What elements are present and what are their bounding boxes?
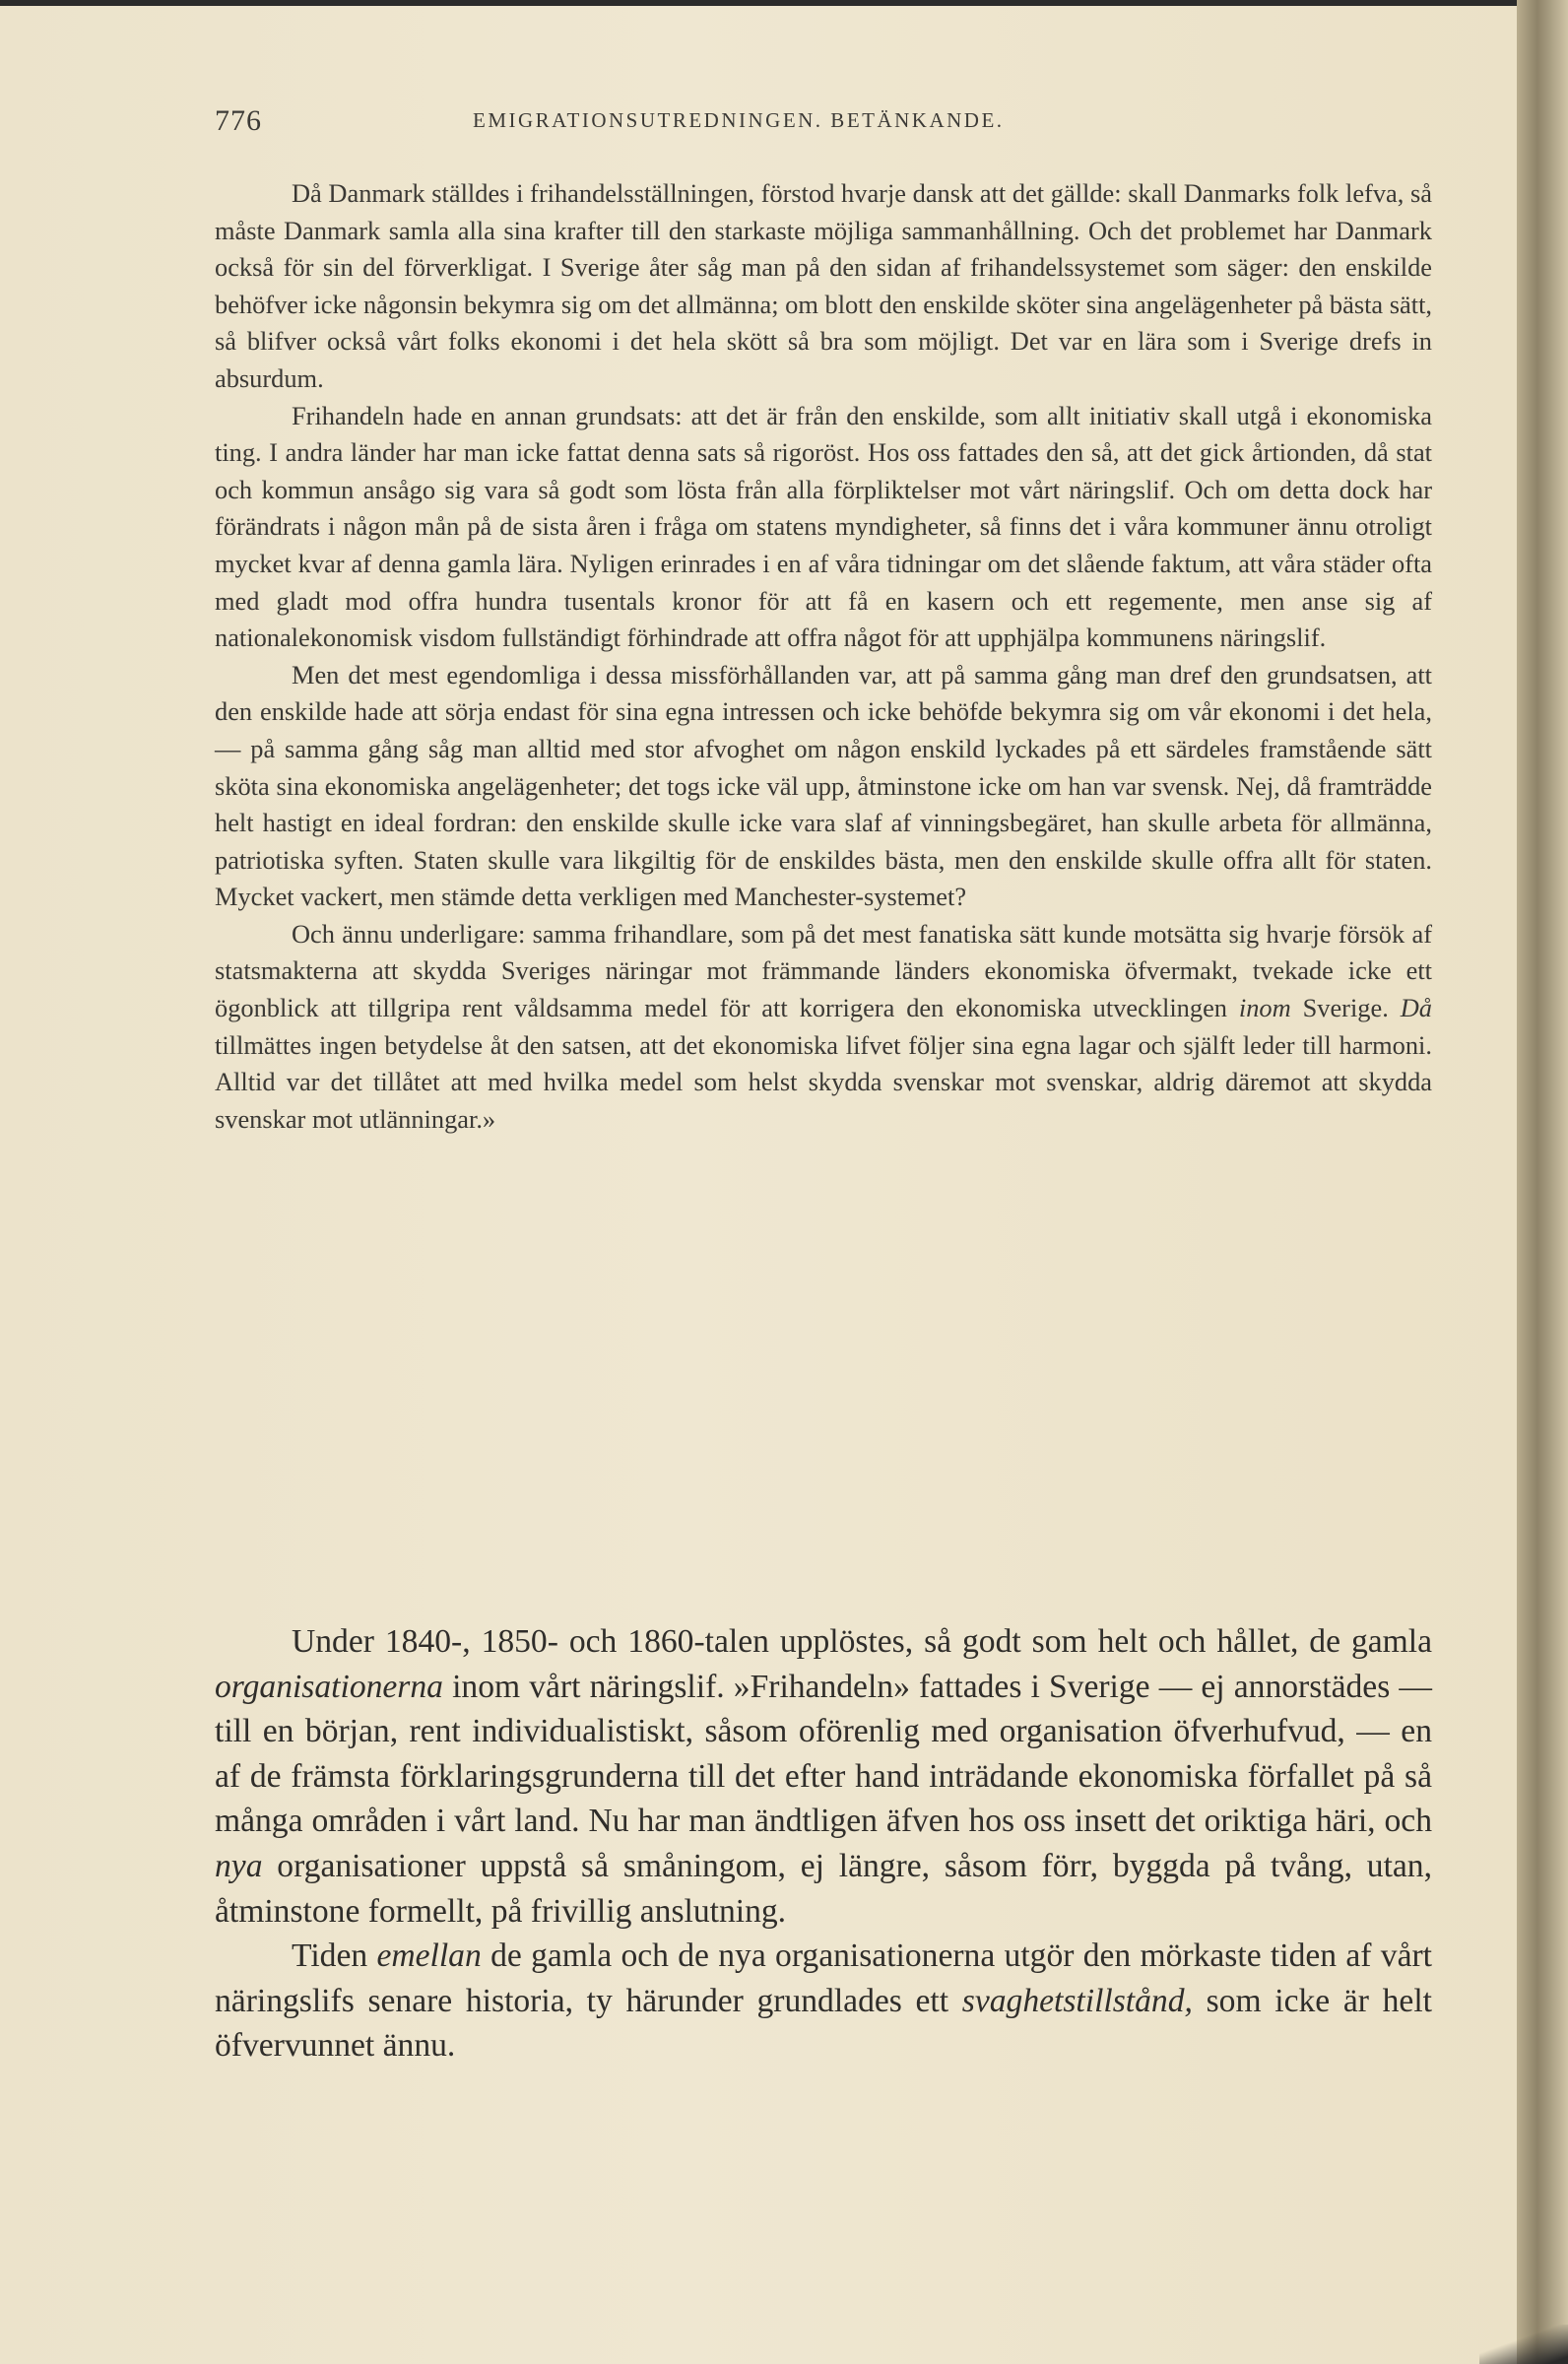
text-segment: Men det mest egendomliga i dessa missförhållanden var, att på samma gång man dref den grundsatsen, att den enskilde hade att sörja endast för sina egna intressen och icke behöfde bekymra sig om vår ekonomi i det hela, — på samma gång såg man alltid med stor afvoghet om någon enskild lyckades på ett särdeles framstående sätt sköta sina ekonomiska angelägenheter; det togs icke väl upp, åtminstone icke om han var svensk. Nej, då framträdde helt hastigt en ideal fordran: den enskilde skulle icke vara slaf af vinningsbegäret, han skulle arbeta för allmänna, patriotiska syften. Staten skulle vara likgiltig för de enskildes bästa, men den enskilde skulle offra allt för staten. Mycket vackert, men stämde detta verkligen med Manchester-systemet? xyxy=(215,659,1432,912)
italic-text-segment: inom xyxy=(1238,993,1291,1023)
text-segment: som icke är helt öfvervunnet ännu. xyxy=(215,1982,1432,2065)
book-spine-edge xyxy=(1517,0,1568,2364)
corner-shadow xyxy=(1479,2325,1568,2364)
text-segment: organisationer uppstå så småningom, ej längre, såsom förr, byggda på tvång, utan, åtminstone formellt, på frivillig anslutning. xyxy=(215,1847,1432,1930)
body-text xyxy=(215,1619,1432,2068)
italic-text-segment: organisationerna xyxy=(215,1668,443,1705)
italic-text-segment: emellan xyxy=(376,1937,482,1975)
italic-text-segment: svaghetstillstånd, xyxy=(961,1982,1193,2019)
text-segment: Tiden xyxy=(292,1937,377,1975)
italic-text-segment: nya xyxy=(215,1847,263,1884)
text-segment: Och ännu underligare: samma frihandlare, som på det mest fanatiska sätt kunde motsätta sig hvarje försök af statsmakterna att skydda Sveriges näringar mot främmande länders ekonomiska öfvermakt, tvekade icke ett ögonblick att tillgripa rent våldsamma medel för att korrigera den ekonomiska utvecklingen xyxy=(215,918,1432,1023)
quote-paragraph-3 xyxy=(215,657,1432,916)
text-segment: tillmättes ingen betydelse åt den satsen, att det ekonomiska lifvet följer sina egna lagar och själft leder till harmoni. Alltid var det tillåtet att med hvilka medel som helst skydda svenskar mot svenskar, aldrig däremot att skydda svenskar mot utlänningar.» xyxy=(215,1029,1432,1134)
text-segment: Frihandeln hade en annan grundsats: att det är från den enskilde, som allt initiativ skall utgå i ekonomiska ting. I andra länder har man icke fattat denna sats så rigoröst. Hos oss fattades den så, att det gick årtionden, då stat och kommun ansågo sig vara så godt som lösta från alla förpliktelser mot vårt näringslif. Och om detta dock har förändrats i någon mån på de sista åren i fråga om statens myndigheter, så finns det i våra kommuner ännu otroligt mycket kvar af denna gamla lära. Nyligen erinrades i en af våra tidningar om det slående faktum, att våra städer ofta med gladt mod offra hundra tusentals kronor för att få en kasern och ett regemente, men anse sig af nationalekonomisk visdom fullständigt förhindrade att offra något för att upphjälpa kommunens näringslif. xyxy=(215,400,1432,653)
text-segment: Under 1840-, 1850- och 1860-talen upplöstes, så godt som helt och hållet, de gamla xyxy=(292,1623,1432,1660)
body-paragraph-1 xyxy=(215,1619,1432,1934)
quote-paragraph-4 xyxy=(215,916,1432,1139)
text-segment: Då Danmark ställdes i frihandelsställningen, förstod hvarje dansk att det gällde: skall Danmarks folk lefva, så måste Danmark samla alla sina krafter till den starkaste möjliga sammanhållning. Och det problemet har Danmark också för sin del förverkligat. I Sverige åter såg man på den sidan af frihandelssystemet som säger: den enskilde behöfver icke någonsin bekymra sig om det allmänna; om blott den enskilde sköter sina angelägenheter på bästa sätt, så blifver också vårt folks ekonomi i det hela skött så bra som möjligt. Det var en lära som i Sverige drefs in absurdum. xyxy=(215,178,1432,393)
quote-paragraph-1 xyxy=(215,175,1432,398)
italic-text-segment: Då xyxy=(1400,993,1432,1023)
text-segment: Sverige. xyxy=(1290,993,1401,1023)
running-title: EMIGRATIONSUTREDNINGEN. BETÄNKANDE. xyxy=(473,108,1005,132)
quoted-passage xyxy=(215,175,1432,1138)
running-header xyxy=(215,104,1432,140)
body-paragraph-2 xyxy=(215,1934,1432,2068)
text-segment: de gamla och de nya organisationerna utgör den mörkaste tiden af vårt näringslifs senare historia, ty härunder grundlades ett xyxy=(215,1937,1432,2019)
quote-paragraph-2 xyxy=(215,398,1432,657)
text-segment: inom vårt näringslif. »Frihandeln» fattades i Sverige — ej annorstädes — till en början, rent individualistiskt, såsom oförenlig med organisation öfverhufvud, — en af de främsta förklaringsgrunderna till det efter hand inträdande ekonomiska förfallet på så många områden i vårt land. Nu har man ändtligen äfven hos oss insett det oriktiga häri, och xyxy=(215,1668,1432,1840)
page-number: 776 xyxy=(215,104,262,137)
